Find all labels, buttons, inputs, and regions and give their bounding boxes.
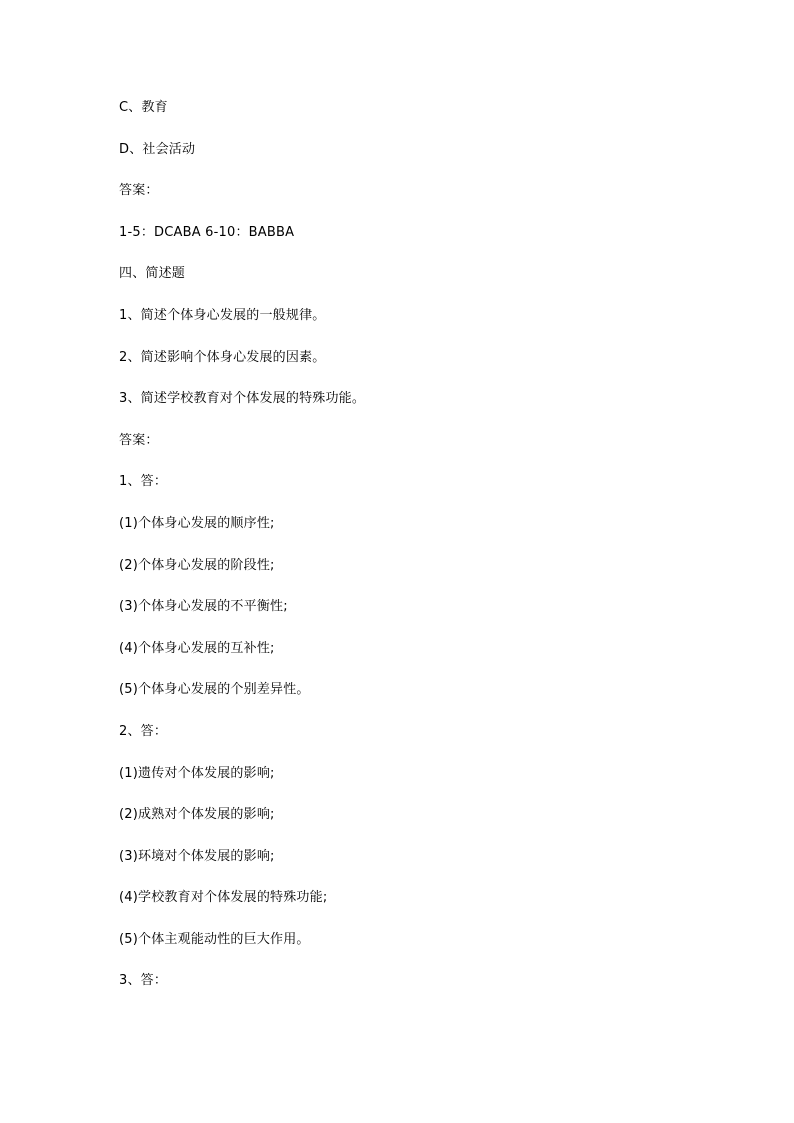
answer-2-item: (3)环境对个体发展的影响; <box>119 848 275 864</box>
answer-2-label: 2、答： <box>119 723 168 739</box>
answer-1-item: (4)个体身心发展的互补性; <box>119 640 275 656</box>
question-2: 2、简述影响个体身心发展的因素。 <box>119 349 326 365</box>
section-heading: 四、简述题 <box>119 266 186 282</box>
answer-3-label: 3、答： <box>119 973 168 989</box>
option-c: C、教育 <box>119 100 168 115</box>
answer-key: 1-5：DCABA 6-10：BABBA <box>119 224 295 240</box>
answer-2-item: (1)遗传对个体发展的影响; <box>119 765 275 781</box>
answer-1-item: (3)个体身心发展的不平衡性; <box>119 599 288 615</box>
answer-1-label: 1、答： <box>119 474 168 490</box>
answer-1-item: (5)个体身心发展的个别差异性。 <box>119 682 310 698</box>
option-d: D、社会活动 <box>119 141 196 157</box>
answer-1-item: (2)个体身心发展的阶段性; <box>119 557 275 573</box>
answer-2-item: (2)成熟对个体发展的影响; <box>119 807 275 823</box>
answer-2-item: (5)个体主观能动性的巨大作用。 <box>119 931 310 947</box>
question-3: 3、简述学校教育对个体发展的特殊功能。 <box>119 391 366 407</box>
answer-heading-2: 答案： <box>119 432 159 448</box>
document-body <box>119 98 679 1013</box>
answer-1-item: (1)个体身心发展的顺序性; <box>119 515 275 531</box>
question-1: 1、简述个体身心发展的一般规律。 <box>119 307 326 323</box>
answer-heading: 答案： <box>119 183 159 199</box>
answer-2-item: (4)学校教育对个体发展的特殊功能; <box>119 890 328 906</box>
